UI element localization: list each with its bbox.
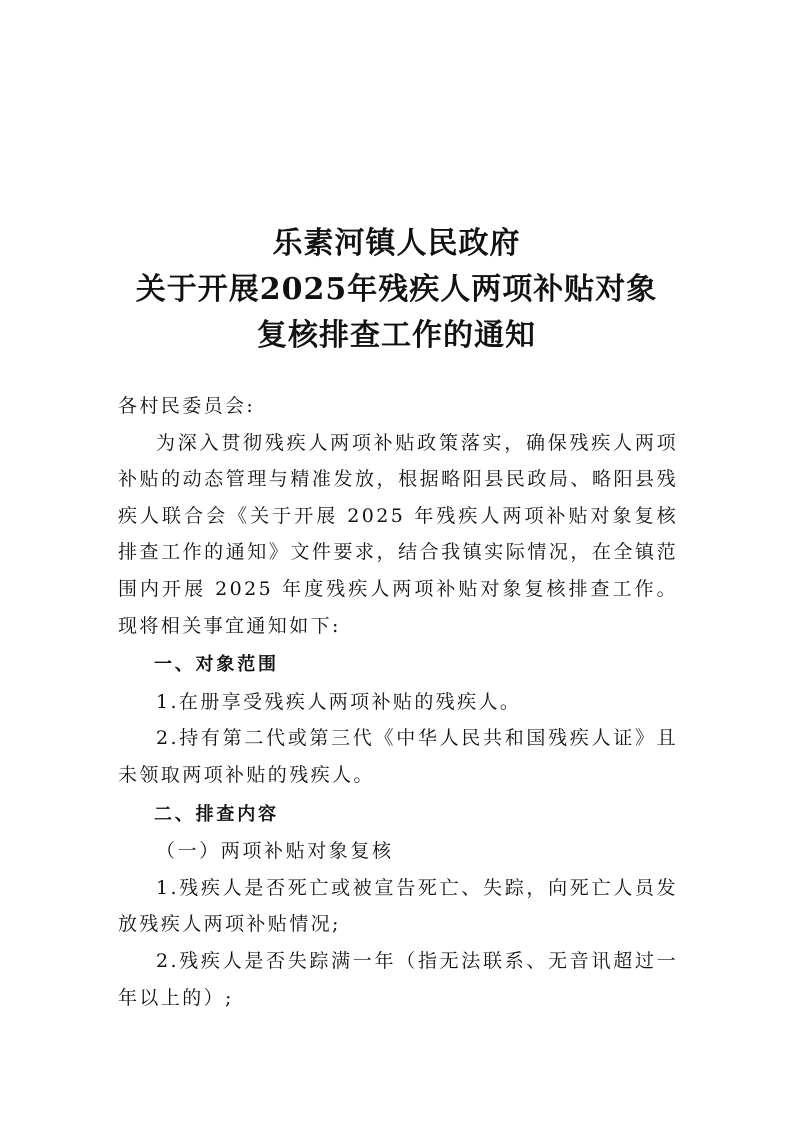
section-2-item-2: 2.残疾人是否失踪满一年（指无法联系、无音讯超过一年以上的）; bbox=[118, 949, 678, 1009]
section-1-item-2: 2.持有第二代或第三代《中华人民共和国残疾人证》且未领取两项补贴的残疾人。 bbox=[118, 727, 678, 786]
document-title-line-2: 关于开展2025年残疾人两项补贴对象 bbox=[135, 272, 658, 307]
salutation: 各村民委员会: bbox=[118, 395, 256, 417]
section-2-item-1: 1.残疾人是否死亡或被宣告死亡、失踪，向死亡人员发放残疾人两项补贴情况; bbox=[118, 876, 678, 936]
document-title-line-1: 乐素河镇人民政府 bbox=[272, 226, 521, 261]
intro-paragraph: 为深入贯彻残疾人两项补贴政策落实，确保残疾人两项补贴的动态管理与精准发放，根据略阳县民政局、略阳县残疾人联合会《关于开展 2025 年残疾人两项补贴对象复核排查工作的通知》文件要求，结合我镇实际情况，在全镇范围内开展 2025 年度残疾人两项补贴对象复核排查工作。现将相关事宜通知如下: bbox=[118, 431, 678, 637]
document-title-line-3: 复核排查工作的通知 bbox=[257, 318, 536, 353]
section-2-heading: 二、排查内容 bbox=[154, 803, 279, 825]
section-1-heading: 一、对象范围 bbox=[154, 654, 279, 676]
document-body bbox=[118, 388, 678, 1016]
section-1-item-1: 1.在册享受残疾人两项补贴的残疾人。 bbox=[156, 690, 522, 713]
section-2-subheading: （一）两项补贴对象复核 bbox=[156, 840, 394, 863]
